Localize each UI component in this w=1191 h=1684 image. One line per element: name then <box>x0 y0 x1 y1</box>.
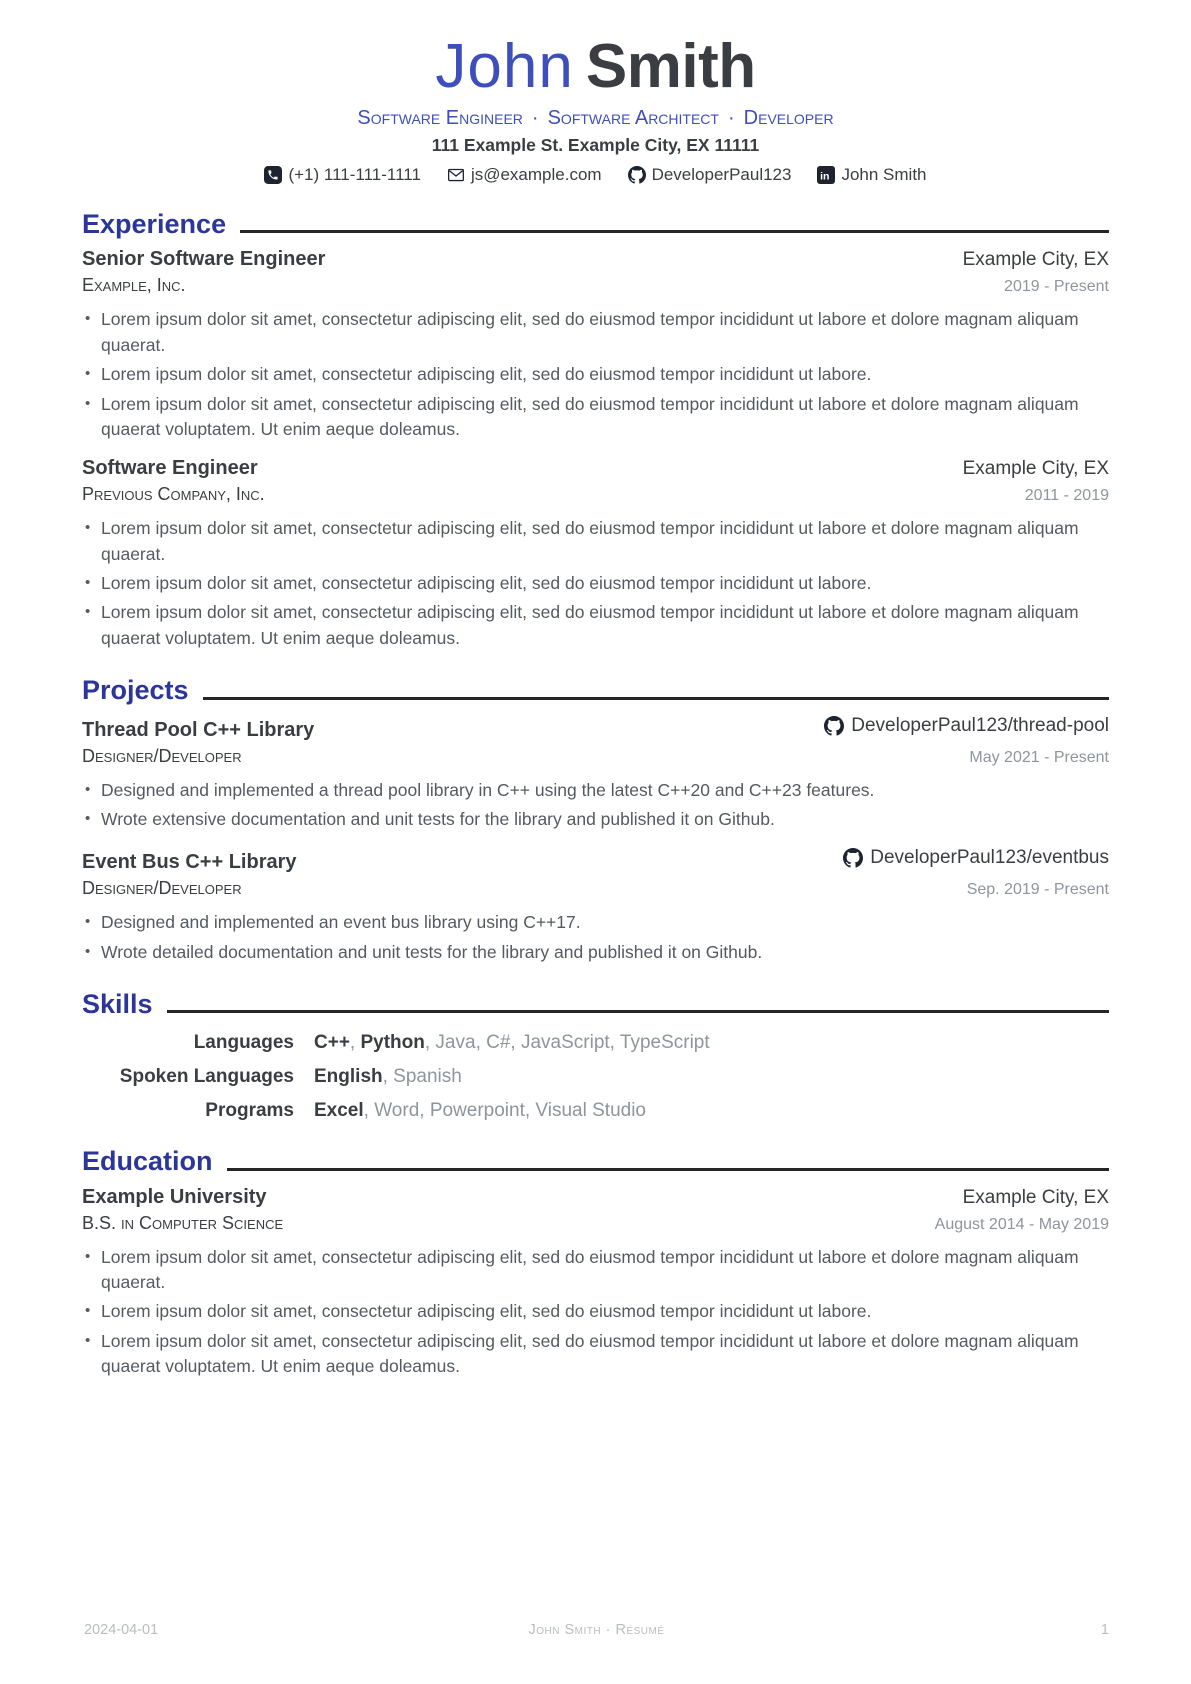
skill-label: Programs <box>205 1100 294 1122</box>
footer-date: 2024-04-01 <box>84 1622 159 1638</box>
page-footer <box>84 1622 1109 1638</box>
bullet-item: • Lorem ipsum dolor sit amet, consectetur adipiscing elit, sed do eiusmod tempor incididunt ut labore et dolore magnam aliquam quaerat voluptatem. Ut enim aeque doleamus. <box>82 600 1109 651</box>
entry-subheader <box>82 1213 1109 1234</box>
bullet-item: • Designed and implemented an event bus library using C++17. <box>82 910 1109 935</box>
contact-text: js@example.com <box>470 165 602 185</box>
footer-page-number: 1 <box>1100 1622 1109 1638</box>
entry-date: August 2014 - May 2019 <box>934 1215 1109 1233</box>
tagline-separator: · <box>727 107 735 130</box>
last-name: Smith <box>585 32 756 101</box>
contact-text: DeveloperPaul123 <box>651 165 792 185</box>
skill-part: , <box>349 1032 361 1054</box>
entry-title: Software Engineer <box>82 457 258 480</box>
bullet-item: • Lorem ipsum dolor sit amet, consectetur adipiscing elit, sed do eiusmod tempor incididunt ut labore et dolore magnam aliquam quaerat. <box>82 516 1109 567</box>
entry-subheader <box>82 878 1109 899</box>
entry-location: Example City, EX <box>962 249 1109 271</box>
entry <box>82 715 1109 833</box>
entry-subtitle: B.S. in Computer Science <box>82 1212 284 1233</box>
email-icon <box>447 166 465 184</box>
bullet-item: • Wrote extensive documentation and unit tests for the library and published it on Github. <box>82 807 1109 832</box>
entry-bullets <box>82 910 1109 965</box>
skill-value <box>314 1066 1109 1088</box>
skill-value <box>314 1032 1109 1054</box>
skill-value <box>314 1100 1109 1122</box>
entry-header <box>82 715 1109 742</box>
entry-title: Thread Pool C++ Library <box>82 718 315 741</box>
entry-location: Example City, EX <box>962 1186 1109 1208</box>
bullet-item: • Designed and implemented a thread pool library in C++ using the latest C++20 and C++23 features. <box>82 778 1109 803</box>
skill-part: Python <box>360 1032 425 1054</box>
entry-header <box>82 847 1109 874</box>
bullet-item: • Lorem ipsum dolor sit amet, consectetur adipiscing elit, sed do eiusmod tempor incididunt ut labore. <box>82 1299 1109 1324</box>
bullet-item: • Lorem ipsum dolor sit amet, consectetur adipiscing elit, sed do eiusmod tempor incididunt ut labore. <box>82 362 1109 387</box>
entry-date: May 2021 - Present <box>969 748 1109 766</box>
entry-date: 2019 - Present <box>1004 278 1109 296</box>
skill-row <box>82 1066 1109 1088</box>
repo-name: DeveloperPaul123/thread-pool <box>851 714 1109 736</box>
tagline-separator: · <box>531 107 539 130</box>
bullet-item: • Wrote detailed documentation and unit tests for the library and published it on Github. <box>82 940 1109 965</box>
taglines <box>82 107 1109 130</box>
entry <box>82 457 1109 651</box>
entry <box>82 1186 1109 1380</box>
bullet-item: • Lorem ipsum dolor sit amet, consectetur adipiscing elit, sed do eiusmod tempor incididunt ut labore et dolore magnam aliquam quaerat. <box>82 307 1109 358</box>
skills-table <box>82 1032 1109 1122</box>
section-rule <box>203 697 1109 700</box>
section-header <box>82 210 1109 238</box>
section-header <box>82 990 1109 1018</box>
linkedin-icon <box>817 166 835 184</box>
entry-subtitle: Example, Inc. <box>82 275 186 296</box>
skill-label: Languages <box>193 1032 294 1054</box>
resume-header <box>82 0 1109 185</box>
entry <box>82 248 1109 442</box>
github-icon <box>628 166 646 184</box>
skill-row <box>82 1100 1109 1122</box>
entry-title: Example University <box>82 1185 267 1208</box>
entry-header <box>82 1186 1109 1209</box>
entry-bullets <box>82 307 1109 442</box>
entry-date: Sep. 2019 - Present <box>966 881 1109 899</box>
skill-label: Spoken Languages <box>119 1066 294 1088</box>
skill-part: , Java, C#, JavaScript, TypeScript <box>424 1032 710 1054</box>
github-icon <box>843 848 863 868</box>
tagline: Software Architect <box>547 107 719 130</box>
skill-part: English <box>314 1066 383 1088</box>
skill-part: C++ <box>314 1032 350 1054</box>
entry <box>82 847 1109 965</box>
contact-linkedin[interactable] <box>817 165 926 185</box>
section-rule <box>227 1168 1109 1171</box>
first-name: John <box>435 32 574 101</box>
entry-subheader <box>82 484 1109 505</box>
entry-subtitle: Designer/Developer <box>82 878 242 899</box>
section-title-education: Education <box>82 1146 213 1177</box>
footer-title: John Smith · Résumé <box>528 1622 665 1638</box>
section-experience <box>82 210 1109 651</box>
tagline: Developer <box>743 107 834 130</box>
repo-link[interactable] <box>824 715 1109 737</box>
section-title-skills: Skills <box>82 989 153 1020</box>
section-header <box>82 1147 1109 1175</box>
entry-subtitle: Designer/Developer <box>82 745 242 766</box>
entry-header <box>82 457 1109 480</box>
repo-name: DeveloperPaul123/eventbus <box>870 847 1109 869</box>
contact-github[interactable] <box>628 165 792 185</box>
phone-icon <box>264 166 282 184</box>
section-skills <box>82 990 1109 1122</box>
entry-subheader <box>82 746 1109 767</box>
bullet-item: • Lorem ipsum dolor sit amet, consectetur adipiscing elit, sed do eiusmod tempor incididunt ut labore. <box>82 571 1109 596</box>
section-rule <box>240 230 1109 233</box>
contact-text: John Smith <box>841 165 927 185</box>
entry-title: Event Bus C++ Library <box>82 851 297 874</box>
projects-entries <box>82 715 1109 966</box>
repo-link[interactable] <box>843 847 1109 869</box>
entry-bullets <box>82 778 1109 833</box>
tagline: Software Engineer <box>357 107 523 130</box>
svg-text:in: in <box>820 170 830 183</box>
entry-date: 2011 - 2019 <box>1024 487 1109 505</box>
section-rule <box>167 1010 1109 1013</box>
bullet-item: • Lorem ipsum dolor sit amet, consectetur adipiscing elit, sed do eiusmod tempor incididunt ut labore et dolore magnam aliquam quaerat voluptatem. Ut enim aeque doleamus. <box>82 1329 1109 1380</box>
skill-part: Excel <box>314 1100 364 1122</box>
section-title-projects: Projects <box>82 675 189 706</box>
entry-header <box>82 248 1109 271</box>
section-header <box>82 676 1109 704</box>
contact-row <box>82 165 1109 185</box>
education-entries <box>82 1186 1109 1380</box>
contact-text: (+1) 111-111-1111 <box>288 165 421 185</box>
contact-email[interactable] <box>447 165 602 185</box>
github-icon <box>824 716 844 736</box>
skill-part: , Word, Powerpoint, Visual Studio <box>363 1100 646 1122</box>
section-education <box>82 1147 1109 1379</box>
skill-row <box>82 1032 1109 1054</box>
experience-entries <box>82 248 1109 651</box>
bullet-item: • Lorem ipsum dolor sit amet, consectetur adipiscing elit, sed do eiusmod tempor incididunt ut labore et dolore magnam aliquam quaerat voluptatem. Ut enim aeque doleamus. <box>82 392 1109 443</box>
bullet-item: • Lorem ipsum dolor sit amet, consectetur adipiscing elit, sed do eiusmod tempor incididunt ut labore et dolore magnam aliquam quaerat. <box>82 1245 1109 1296</box>
entry-title: Senior Software Engineer <box>82 248 326 271</box>
section-title-experience: Experience <box>82 209 227 240</box>
contact-phone[interactable] <box>264 165 420 185</box>
entry-bullets <box>82 1245 1109 1380</box>
address: 111 Example St. Example City, EX 11111 <box>431 135 760 156</box>
name <box>82 34 1109 99</box>
entry-bullets <box>82 516 1109 651</box>
entry-subtitle: Previous Company, Inc. <box>82 484 265 505</box>
section-projects <box>82 676 1109 965</box>
skill-part: , Spanish <box>382 1066 462 1088</box>
entry-location: Example City, EX <box>962 458 1109 480</box>
entry-subheader <box>82 275 1109 296</box>
